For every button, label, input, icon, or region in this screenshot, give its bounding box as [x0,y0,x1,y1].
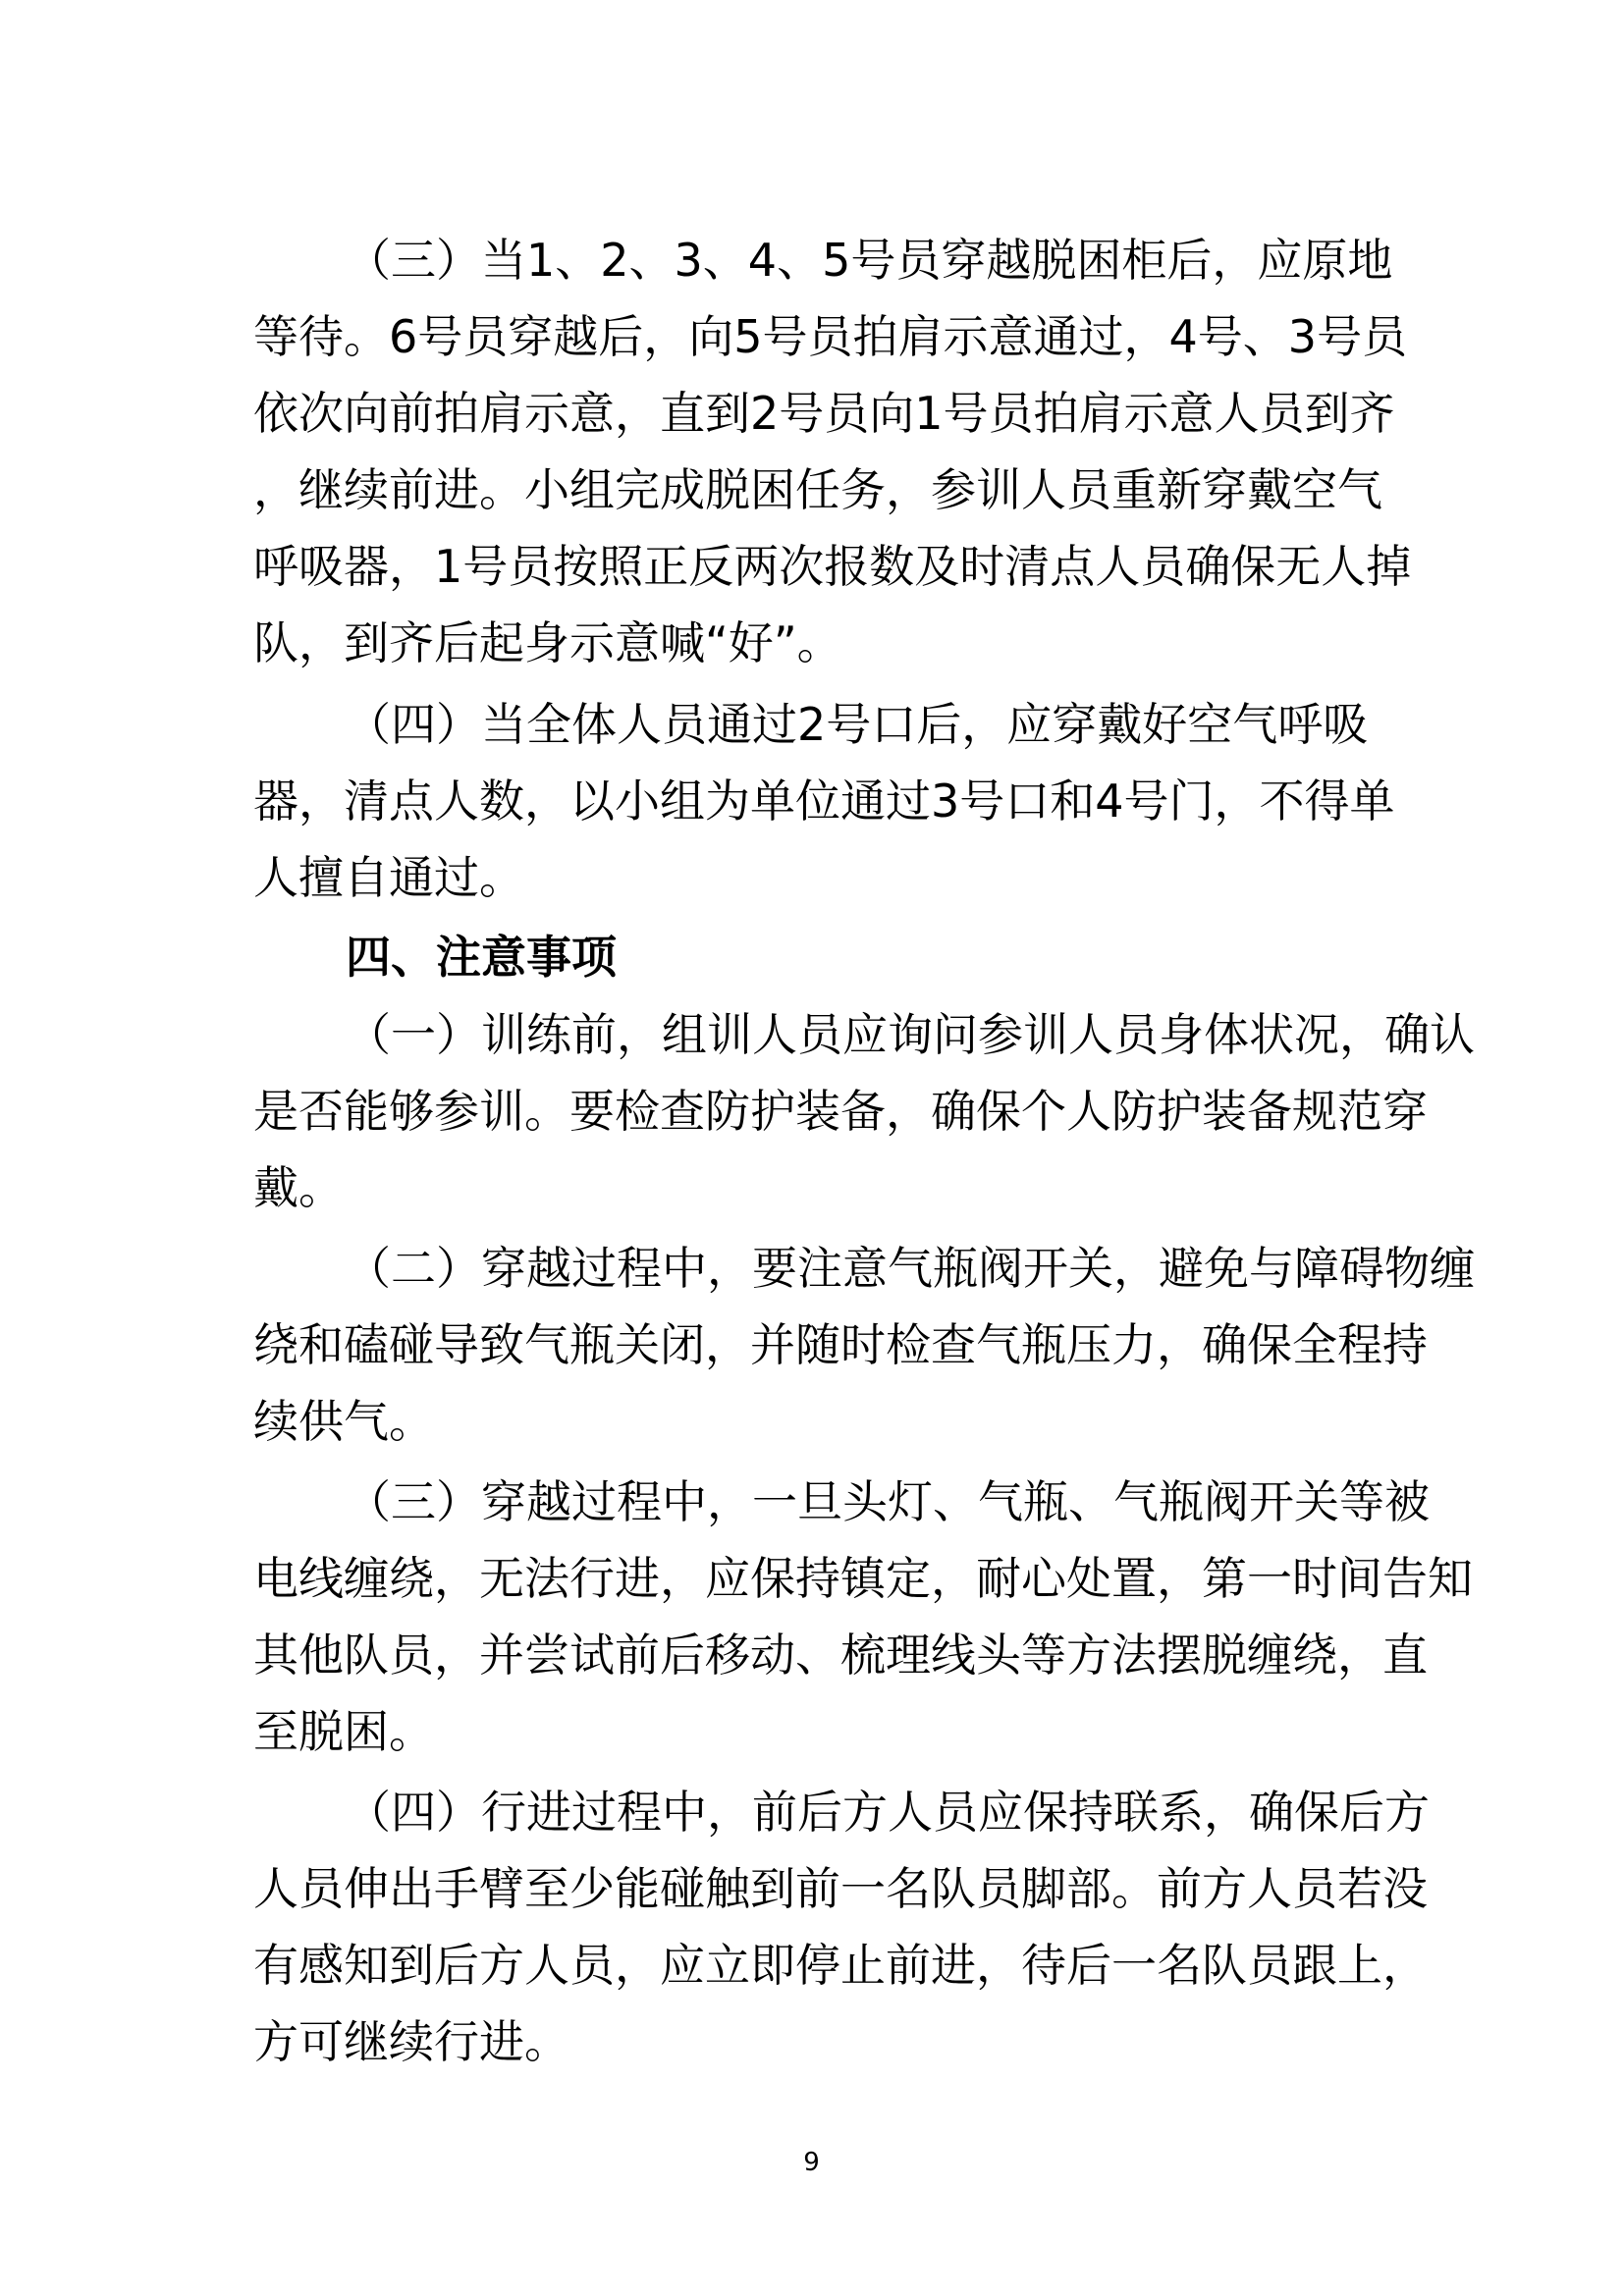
paragraph-line: （三）当1、2、3、4、5号员穿越脱困柜后，应原地 [346,234,1393,287]
paragraph-line: 呼吸器，1号员按照正反两次报数及时清点人员确保无人掉 [253,540,1412,593]
paragraph-line: 续供气。 [253,1395,434,1448]
paragraph-line: 方可继续行进。 [253,2015,569,2068]
section-heading: 四、注意事项 [346,931,617,984]
paragraph-line: 依次向前拍肩示意，直到2号员向1号员拍肩示意人员到齐 [253,387,1395,440]
paragraph-line: （三）穿越过程中，一旦头灯、气瓶、气瓶阀开关等被 [346,1475,1430,1528]
page-number: 9 [803,2148,820,2177]
paragraph-line: 其他队员，并尝试前后移动、梳理线头等方法摆脱缠绕，直 [253,1629,1428,1682]
paragraph-line: （一）训练前，组训人员应询问参训人员身体状况，确认 [346,1008,1475,1061]
paragraph-line: 戴。 [253,1161,344,1214]
paragraph-line: （四）行进过程中，前后方人员应保持联系，确保后方 [346,1786,1430,1839]
paragraph-line: 绕和磕碰导致气瓶关闭，并随时检查气瓶压力，确保全程持 [253,1318,1428,1371]
paragraph-line: 是否能够参训。要检查防护装备，确保个人防护装备规范穿 [253,1085,1428,1138]
paragraph-line: 有感知到后方人员，应立即停止前进，待后一名队员跟上， [253,1939,1428,1992]
paragraph-line: 等待。6号员穿越后，向5号员拍肩示意通过，4号、3号员 [253,310,1408,363]
paragraph-line: ，继续前进。小组完成脱困任务，参训人员重新穿戴空气 [253,463,1382,516]
paragraph-line: 队，到齐后起身示意喊“好”。 [253,616,842,669]
paragraph-line: 人员伸出手臂至少能碰触到前一名队员脚部。前方人员若没 [253,1862,1428,1915]
paragraph-line: （二）穿越过程中，要注意气瓶阀开关，避免与障碍物缠 [346,1242,1475,1295]
paragraph-line: 至脱困。 [253,1705,434,1758]
paragraph-line: （四）当全体人员通过2号口后，应穿戴好空气呼吸 [346,698,1369,751]
paragraph-line: 器，清点人数，以小组为单位通过3号口和4号门，不得单 [253,774,1395,828]
paragraph-line: 人擅自通过。 [253,851,524,904]
paragraph-line: 电线缠绕，无法行进，应保持镇定，耐心处置，第一时间告知 [253,1552,1473,1605]
